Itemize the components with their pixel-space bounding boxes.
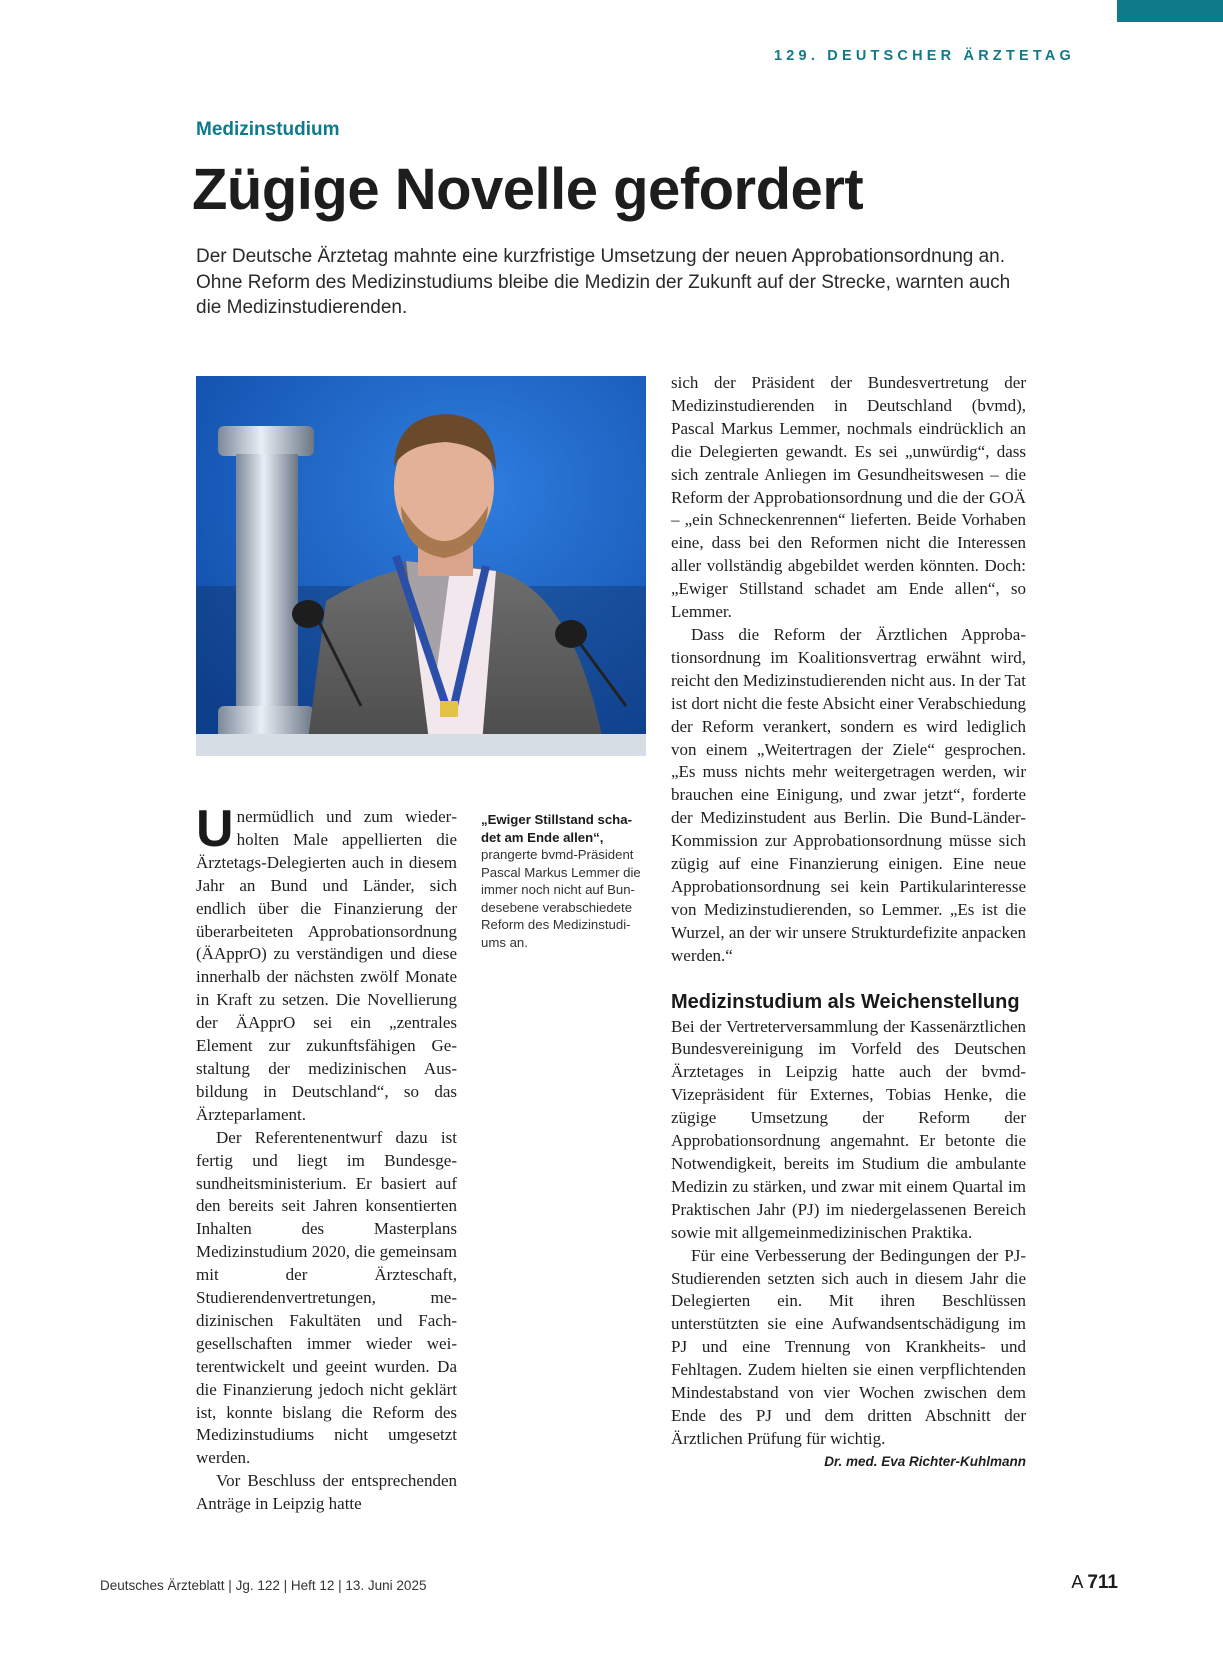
body-column-left [196,800,457,1516]
page-number-value: 711 [1087,1572,1118,1593]
speaker-photo-illustration [196,376,646,756]
page-prefix: A [1071,1572,1083,1592]
article-lede: Der Deutsche Ärztetag mahnte eine kurzfristige Umsetzung der neuen Approbationsordnung an. Ohne Reform des Medizinstudiums bleibe die Medizin der Zukunft auf der Strecke, warnten auch die Medizinstudierenden. [196,246,1011,318]
author-byline: Dr. med. Eva Richter-Kuhlmann [824,1453,1026,1469]
section-subheading: Medizinstudium als Weichenstellung [671,990,1020,1013]
body-paragraph: sich der Präsident der Bundesvertretung der Medizinstudierenden in Deutschland (bvmd), Pascal Markus Lemmer, nochmals eindrücklich an die Delegierten gewandt. Es sei „unwürdig“, dass sich zentrale Anliegen im Gesundheitswesen – die Reform der Approbationsordnung und die der GOÄ – „ein Schneckenrennen“ lieferten. Beide Vorhaben eine, dass bei den Reformen nicht die Interessen aller vollständig abgebildet werden könnten. Doch: „Ewiger Stillstand schadet am Ende allen“, so Lemmer. [671,373,1026,622]
section-header: 129. DEUTSCHER ÄRZTETAG [774,48,1075,64]
drop-cap: U [196,800,234,858]
photo-caption-text: prangerte bvmd-Präsident Pascal Markus Lemmer die immer noch nicht auf Bundesebene verabschiedete Reform des Medizinstudiums an. [481,847,641,950]
body-paragraph: Dass die Reform der Ärztlichen Approbationsordnung im Koalitionsvertrag erwähnt wird, reicht den Medizinstudierenden nicht aus. In der Tat ist dort nicht die feste Absicht einer Verabschiedung der Reform verankert, sondern es wird lediglich von einem „Weitertragen der Ziele“ gesprochen. „Es muss nichts mehr weitergetragen werden, wir brauchen eine Einigung, und zwar jetzt“, forderte der Medizinstudent aus Berlin. Die Bund-Länder-Kommission zur Approbationsordnung müsse sich zügig auf eine Finanzierung einigen. Eine neue Approbationsordnung sei kein Partikularinteresse von Medizinstudierenden, so Lemmer. „Es ist die Wurzel, an der wir unsere Strukturdefizite anpacken werden.“ [671,624,1026,965]
body-paragraph [196,800,457,1127]
footer-publication: Deutsches Ärzteblatt | Jg. 122 | Heft 12 | 13. Juni 2025 [100,1578,427,1593]
page-number [1071,1572,1118,1594]
photo-caption-quote: „Ewiger Stillstand schadet am Ende allen“, [481,812,632,845]
body-paragraph-text: Für eine Verbesserung der Bedingungen der PJ-Studierenden setzten sich auch in diesem Jahr die Delegierten ein. Mit ihren Beschlüssen unterstützten sie eine Aufwandsentschädigung im PJ und eine Trennung von Krankheits- und Fehltagen. Zudem hielten sie einen verpflichtenden Mindestabstand von vier Wochen zwischen dem Ende des PJ und dem dritten Abschnitt der Ärztlichen Prüfung für wichtig. [671,1245,1026,1448]
body-paragraph: Bei der Vertreterversammlung der Kassenärztlichen Bundesvereinigung im Vorfeld des Deutschen Ärztetages in Leipzig hatte auch der bvmd-Vizepräsident für Externes, Tobias Henke, die zügige Umsetzung der Reform der Approbationsordnung angemahnt. Er betonte die Notwendigkeit, bereits im Studium die ambulante Medizin zu stärken, und zwar mit einem Quartal im Praktischen Jahr (PJ) im niedergelassenen Bereich sowie mit allgemeinmedizinischen Praktika. [671,1016,1026,1242]
body-paragraph-text: nermüdlich und zum wiederholten Male appellierten die Ärztetags-Delegierten auch in diesem Jahr an Bund und Länder, sich endlich über die Finanzierung der überarbeiteten Approbationsordnung (ÄApprO) zu verständigen und diese innerhalb der nächsten zwölf Monate in Kraft zu setzen. Die Novellierung der ÄApprO sei ein „zentrales Element zur zukunftsfähigen Gestaltung der medizinischen Ausbildung in Deutschland“, so das Ärzteparlament. [196,807,457,1124]
speaker-photo [196,376,646,756]
body-paragraph [671,1245,1026,1469]
body-paragraph: Vor Beschluss der entsprechenden Anträge in Leipzig hatte [196,1471,457,1514]
article-kicker: Medizinstudium [196,119,340,140]
corner-accent-bar [1117,0,1223,22]
body-column-right [671,372,1026,1474]
photo-caption [481,811,646,951]
article-title: Zügige Novelle gefordert [192,157,864,222]
body-paragraph: Der Referentenentwurf dazu ist fertig und liegt im Bundesgesundheitsministerium. Er basiert auf den bereits seit Jahren konsentierten Inhalten des Masterplans Medizinstudium 2020, die gemeinsam mit der Ärzteschaft, Studierendenvertretungen, medizinischen Fakultäten und Fachgesellschaften immer wieder weiterentwickelt und geeint wurden. Da die Finanzierung jedoch nicht geklärt ist, konnte bislang die Reform des Medizinstudiums nicht umgesetzt werden. [196,1127,457,1468]
